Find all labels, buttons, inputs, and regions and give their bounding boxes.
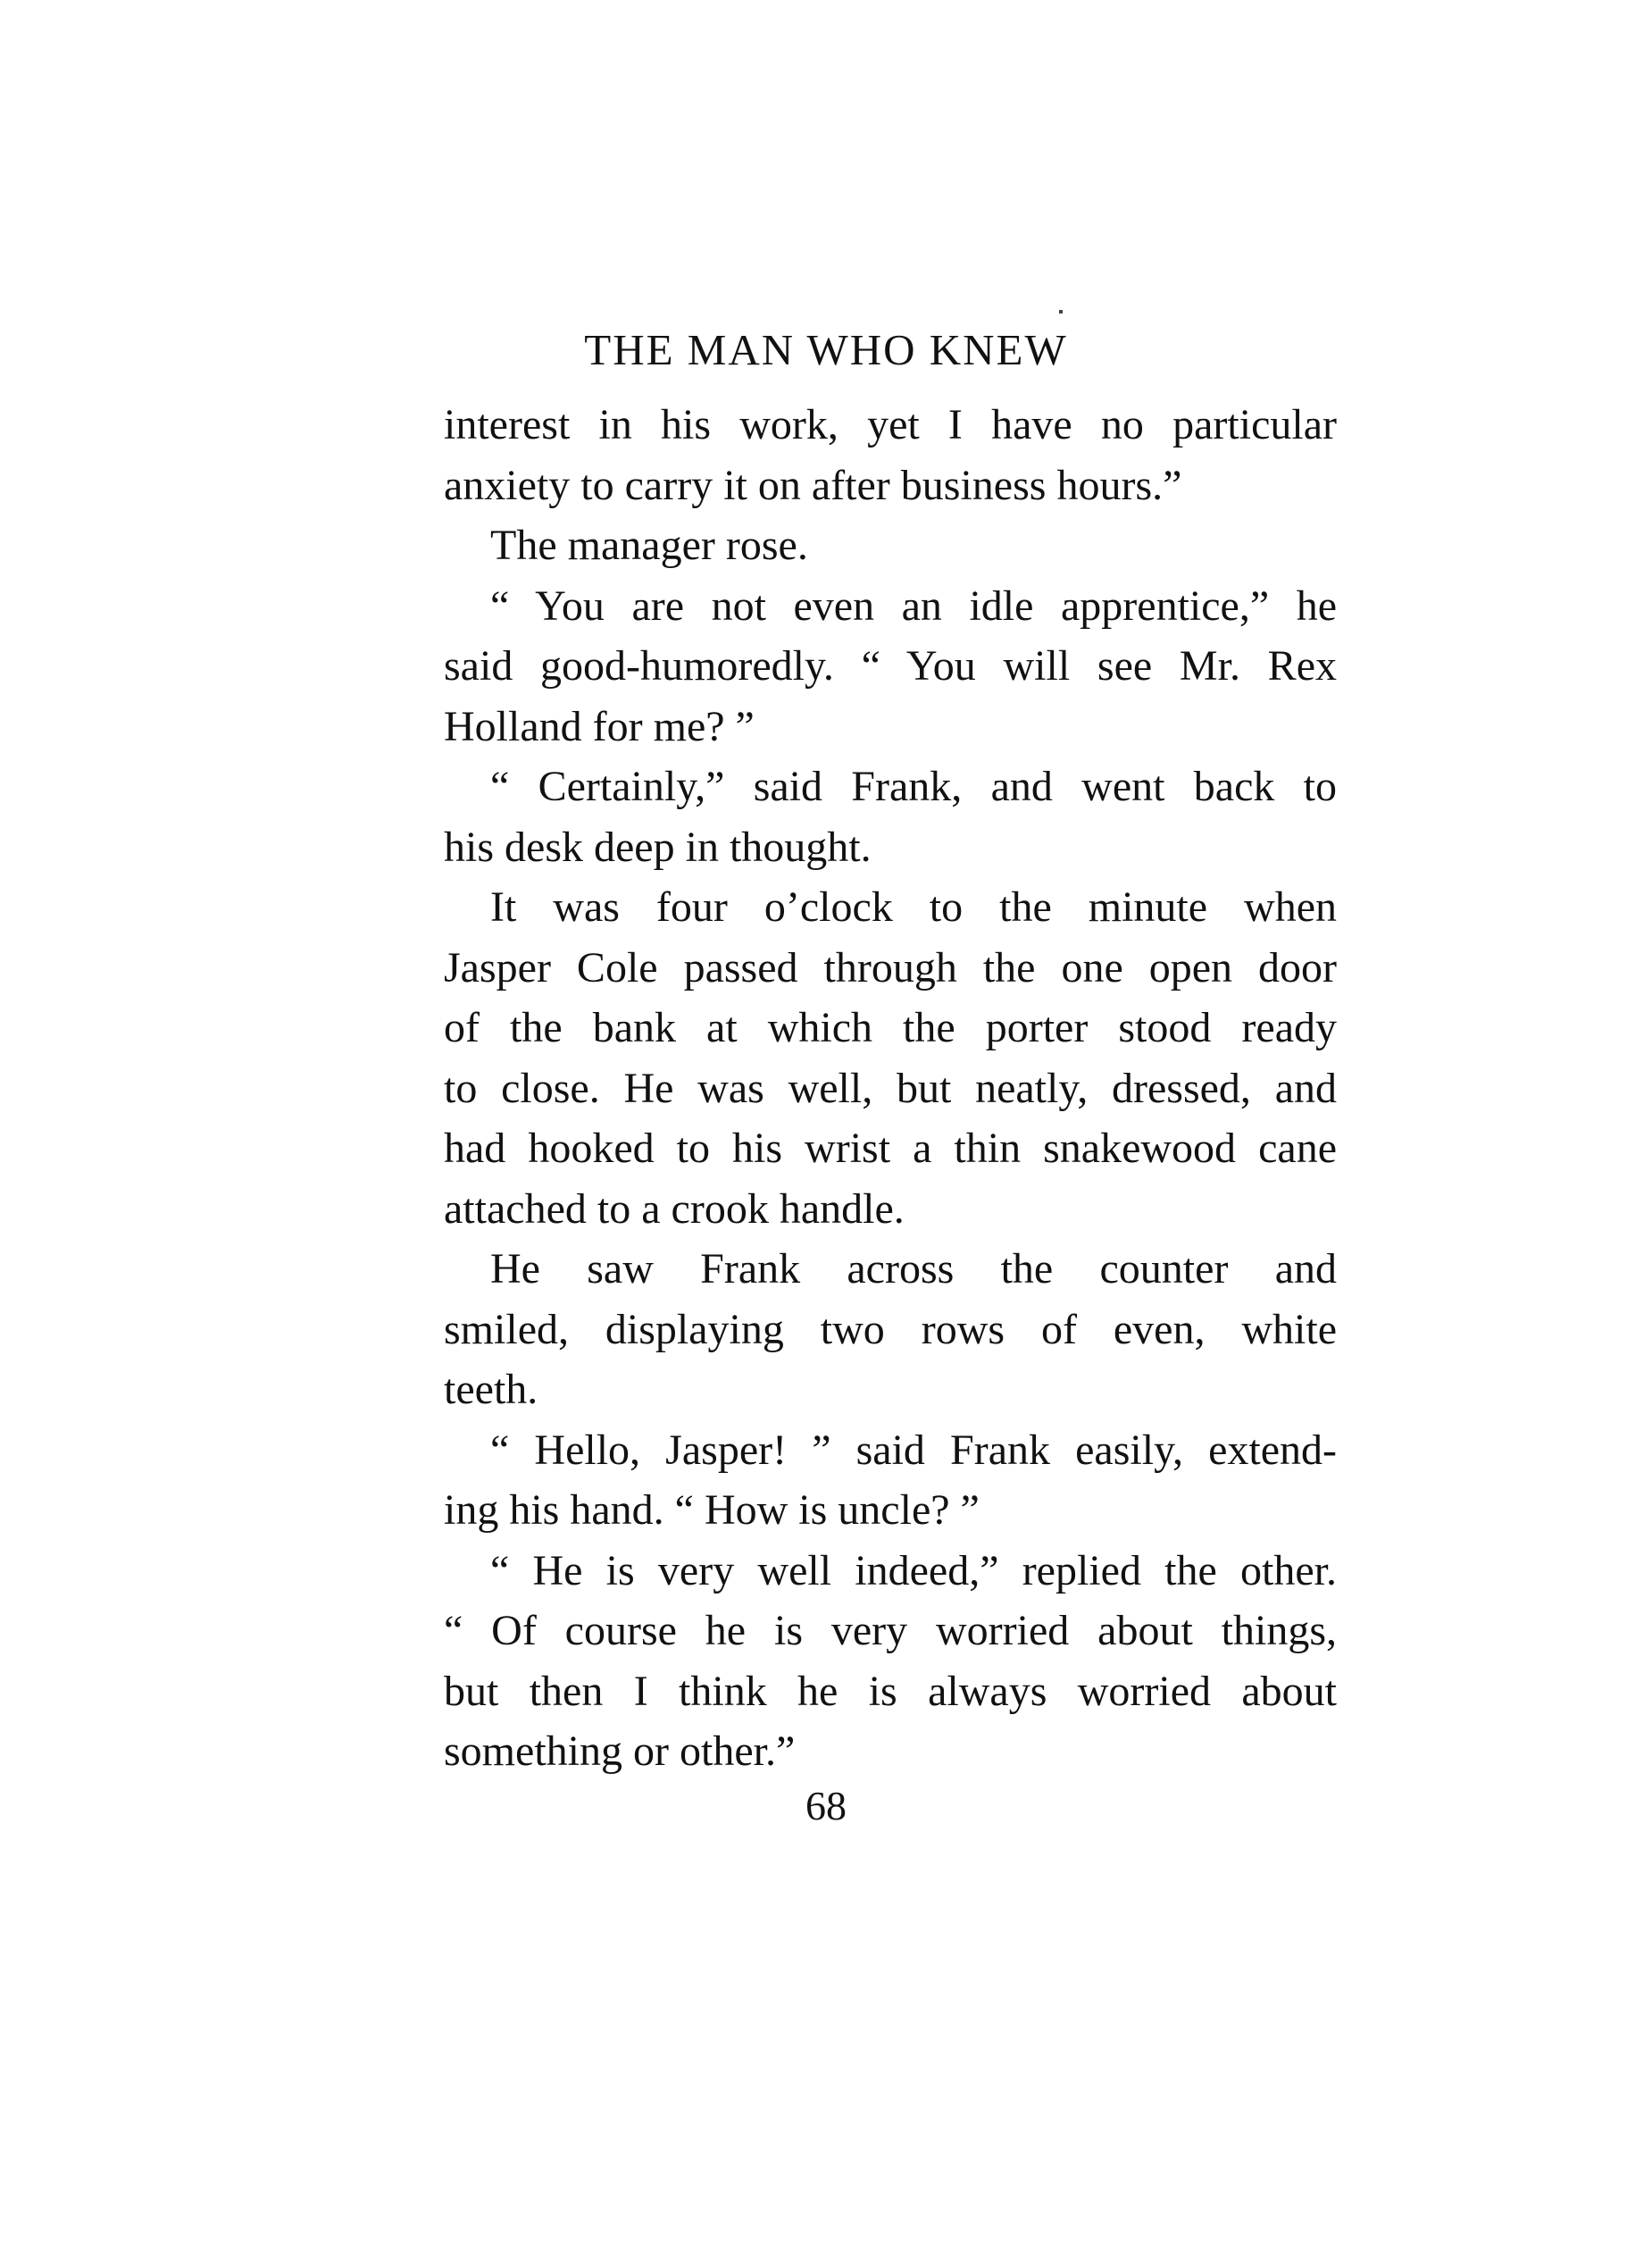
text-line: had hooked to his wrist a thin snakewood cane	[444, 1125, 1337, 1172]
text-line: “ He is very well indeed,” replied the other.	[490, 1546, 1337, 1594]
text-line: It was four o’clock to the minute when	[490, 883, 1337, 931]
print-speck	[1059, 310, 1063, 314]
text-line: his desk deep in thought.	[444, 823, 872, 871]
text-line: something or other.”	[444, 1727, 796, 1775]
paragraph	[444, 395, 1337, 515]
text-line: Holland for me? ”	[444, 702, 755, 750]
paragraph	[444, 1239, 1337, 1420]
text-line: “ You are not even an idle apprentice,” he	[490, 581, 1337, 630]
paragraph	[444, 1541, 1337, 1782]
text-line: of the bank at which the porter stood ready	[444, 1004, 1337, 1051]
paragraph	[444, 515, 1337, 576]
paragraph	[444, 877, 1337, 1239]
text-line: to close. He was well, but neatly, dressed, and	[444, 1064, 1337, 1112]
text-line: anxiety to carry it on after business hours.”	[444, 461, 1182, 509]
text-line: ing his hand. “ How is uncle? ”	[444, 1486, 980, 1534]
running-head: THE MAN WHO KNEW	[584, 325, 1068, 374]
text-line: attached to a crook handle.	[444, 1184, 905, 1233]
text-line: but then I think he is always worried about	[444, 1667, 1337, 1715]
text-line: “ Certainly,” said Frank, and went back to	[490, 763, 1337, 810]
body-text	[444, 395, 1337, 1782]
text-line: “ Of course he is very worried about things,	[444, 1607, 1337, 1654]
paragraph	[444, 1420, 1337, 1541]
text-line: interest in his work, yet I have no particular	[444, 401, 1337, 448]
paragraph	[444, 576, 1337, 757]
text-line: Jasper Cole passed through the one open door	[444, 943, 1337, 991]
text-line: “ Hello, Jasper! ” said Frank easily, extend-	[490, 1426, 1337, 1474]
text-line: teeth.	[444, 1366, 538, 1413]
page-number: 68	[805, 1783, 847, 1828]
text-line: He saw Frank across the counter and	[490, 1245, 1337, 1292]
text-line: smiled, displaying two rows of even, white	[444, 1305, 1337, 1353]
text-line: The manager rose.	[490, 522, 808, 569]
text-line: said good-humoredly. “ You will see Mr. Rex	[444, 642, 1337, 690]
paragraph	[444, 757, 1337, 877]
